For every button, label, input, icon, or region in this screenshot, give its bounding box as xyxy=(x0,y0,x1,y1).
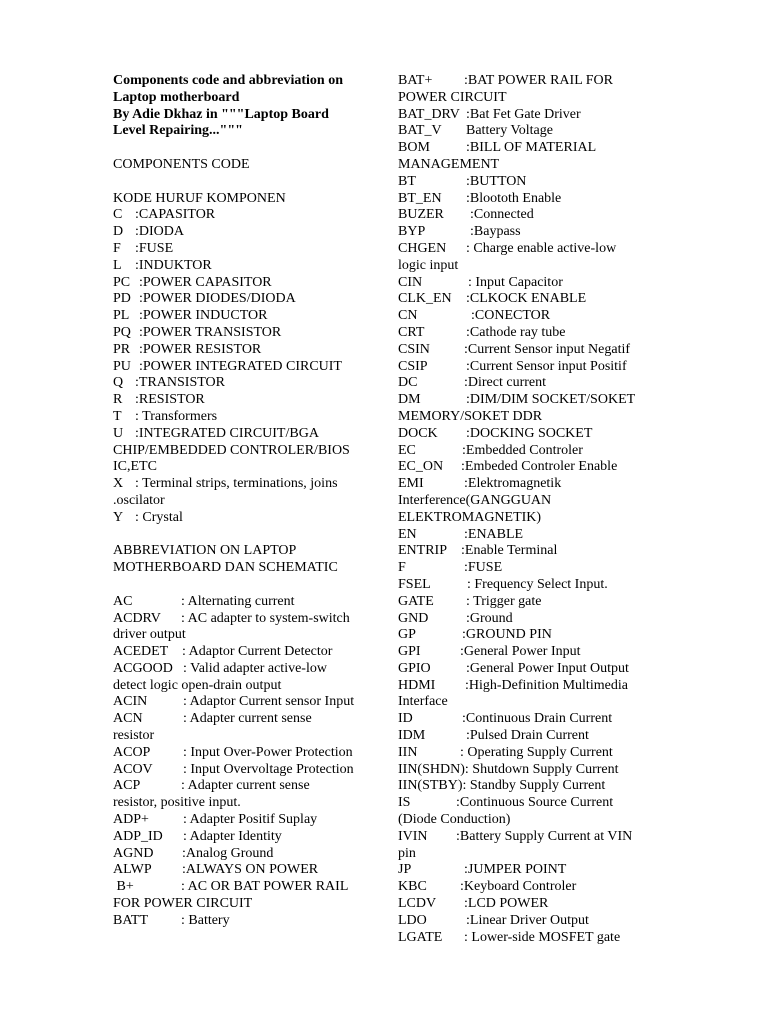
entry-line xyxy=(398,611,660,628)
entry-key: PQ xyxy=(113,324,131,340)
entry-key: IDM xyxy=(398,728,426,744)
entry-line xyxy=(398,443,660,460)
entry-key: BAT_V xyxy=(398,123,442,139)
right-column xyxy=(398,73,660,946)
entry-line xyxy=(398,577,660,594)
entry-line xyxy=(398,896,660,913)
entry-key: PC xyxy=(113,274,131,290)
entry-key: BOM xyxy=(398,140,430,156)
entry-line xyxy=(398,711,660,728)
entry-continuation xyxy=(398,409,660,426)
entry-value: :Bat Fet Gate Driver xyxy=(466,106,581,122)
entry-value: :Baypass xyxy=(470,224,521,240)
entry-value: :High-Definition Multimedia xyxy=(465,677,628,693)
entry-continuation xyxy=(113,678,375,695)
entry-key: DM xyxy=(398,392,421,408)
entry-value: : Charge enable active-low xyxy=(466,240,617,256)
entry-key: AC xyxy=(113,593,133,609)
entry-value: :DIODA xyxy=(135,224,184,240)
entry-key: ACGOOD xyxy=(113,660,173,676)
entry-value: :CAPASITOR xyxy=(135,207,216,223)
abbreviation-heading-line: MOTHERBOARD DAN SCHEMATIC xyxy=(113,560,338,576)
entry-line xyxy=(398,644,660,661)
entry-line xyxy=(113,207,375,224)
entry-line xyxy=(398,123,660,140)
entry-line xyxy=(113,812,375,829)
entry-key: F xyxy=(113,240,121,256)
entry-value: .oscilator xyxy=(113,492,165,508)
entry-value: :BILL OF MATERIAL xyxy=(466,140,597,156)
entry-line xyxy=(398,728,660,745)
entry-line xyxy=(398,745,660,762)
entry-value: :DIM/DIM SOCKET/SOKET xyxy=(466,392,636,408)
entry-value: :Linear Driver Output xyxy=(466,912,589,928)
spacer xyxy=(113,140,375,157)
abbreviation-heading xyxy=(113,543,375,577)
entry-value: : Adapter Positif Suplay xyxy=(183,812,318,828)
entry-key: JP xyxy=(398,862,412,878)
entry-value: : Input Over-Power Protection xyxy=(183,744,353,760)
entry-line xyxy=(113,711,375,728)
entry-line xyxy=(398,862,660,879)
entry-line xyxy=(113,275,375,292)
entry-key: Y xyxy=(113,509,124,525)
entry-line xyxy=(113,879,375,896)
entry-value: : Valid adapter active-low xyxy=(183,660,327,676)
entry-line xyxy=(398,107,660,124)
entry-line xyxy=(113,594,375,611)
entry-key: FSEL xyxy=(398,576,431,592)
entry-line xyxy=(398,879,660,896)
entry-continuation xyxy=(398,812,660,829)
entry-value: logic input xyxy=(398,257,459,273)
entry-value: :Continuous Drain Current xyxy=(462,711,613,727)
entry-key: GND xyxy=(398,610,429,626)
entry-key: D xyxy=(113,224,124,240)
entry-line xyxy=(398,275,660,292)
entry-value: :POWER RESISTOR xyxy=(139,341,262,357)
entry-value: detect logic open-drain output xyxy=(113,677,282,693)
entry-value: :FUSE xyxy=(464,560,503,576)
entry-key: R xyxy=(113,392,123,408)
entry-value: :FUSE xyxy=(135,240,174,256)
entry-line xyxy=(398,73,660,90)
entry-value: CHIP/EMBEDDED CONTROLER/BIOS xyxy=(113,442,350,458)
entry-key: Q xyxy=(113,375,124,391)
entry-line xyxy=(398,459,660,476)
entry-key: CLK_EN xyxy=(398,291,452,307)
entry-line xyxy=(113,426,375,443)
abbreviation-list-left xyxy=(113,594,375,930)
entry-line xyxy=(398,678,660,695)
entry-key: DOCK xyxy=(398,425,438,441)
entry-key: PL xyxy=(113,308,130,324)
entry-line xyxy=(113,846,375,863)
entry-line xyxy=(113,241,375,258)
entry-line xyxy=(398,543,660,560)
entry-key: ACIN xyxy=(113,694,148,710)
entry-value: :CONECTOR xyxy=(471,308,551,324)
entry-value: :Ground xyxy=(466,610,513,626)
entry-key: IIN(SHDN) xyxy=(398,761,465,777)
component-code-list xyxy=(113,207,375,526)
entry-key: CRT xyxy=(398,324,425,340)
entry-value: :POWER DIODES/DIODA xyxy=(139,291,296,307)
entry-key: GPI xyxy=(398,644,421,660)
entry-line xyxy=(398,627,660,644)
entry-line xyxy=(398,426,660,443)
entry-line xyxy=(398,325,660,342)
entry-value: : Adaptor Current sensor Input xyxy=(183,694,355,710)
entry-line xyxy=(398,241,660,258)
entry-value: : AC adapter to system-switch xyxy=(181,610,350,626)
entry-value: :Current Sensor input Positif xyxy=(466,358,627,374)
entry-key: PU xyxy=(113,358,131,374)
entry-line xyxy=(398,375,660,392)
entry-key: BYP xyxy=(398,224,426,240)
entry-key: BT xyxy=(398,173,416,189)
entry-value: :JUMPER POINT xyxy=(464,862,567,878)
entry-value: :Cathode ray tube xyxy=(466,324,566,340)
entry-value: :TRANSISTOR xyxy=(135,375,225,391)
entry-line xyxy=(398,191,660,208)
entry-key: GP xyxy=(398,627,416,643)
entry-continuation xyxy=(398,510,660,527)
entry-continuation xyxy=(113,493,375,510)
entry-line xyxy=(113,745,375,762)
entry-value: :POWER INTEGRATED CIRCUIT xyxy=(139,358,342,374)
entry-value: :DOCKING SOCKET xyxy=(466,425,593,441)
kode-heading: KODE HURUF KOMPONEN xyxy=(113,190,286,206)
entry-line xyxy=(113,392,375,409)
entry-line xyxy=(398,476,660,493)
entry-line xyxy=(113,476,375,493)
entry-value: :INTEGRATED CIRCUIT/BGA xyxy=(135,425,319,441)
entry-continuation xyxy=(113,896,375,913)
entry-key: LCDV xyxy=(398,896,437,912)
entry-value: : Adapter Identity xyxy=(183,828,282,844)
entry-value: POWER CIRCUIT xyxy=(398,89,507,105)
entry-line xyxy=(113,510,375,527)
entry-continuation xyxy=(113,459,375,476)
title-line: Laptop motherboard xyxy=(113,89,240,105)
entry-value: :BUTTON xyxy=(466,173,527,189)
entry-value: MANAGEMENT xyxy=(398,156,500,172)
entry-line xyxy=(113,694,375,711)
entry-key: L xyxy=(113,257,122,273)
entry-key: BAT_DRV xyxy=(398,106,460,122)
entry-line xyxy=(113,862,375,879)
entry-value: ELEKTROMAGNETIK) xyxy=(398,509,542,525)
entry-line xyxy=(398,594,660,611)
entry-line xyxy=(398,913,660,930)
entry-key: ACOP xyxy=(113,744,151,760)
entry-line xyxy=(113,308,375,325)
entry-line xyxy=(398,661,660,678)
entry-line xyxy=(113,762,375,779)
entry-value: :LCD POWER xyxy=(464,896,549,912)
entry-continuation xyxy=(398,157,660,174)
entry-continuation xyxy=(113,728,375,745)
entry-line xyxy=(398,359,660,376)
entry-key: HDMI xyxy=(398,677,436,693)
entry-value: : Adapter current sense xyxy=(181,778,310,794)
entry-line xyxy=(113,325,375,342)
entry-line xyxy=(113,224,375,241)
entry-key: CN xyxy=(398,308,418,324)
entry-line xyxy=(113,342,375,359)
entry-value: FOR POWER CIRCUIT xyxy=(113,896,253,912)
entry-line xyxy=(398,342,660,359)
entry-value: MEMORY/SOKET DDR xyxy=(398,408,543,424)
title-line: By Adie Dkhaz in """Laptop Board xyxy=(113,106,329,122)
entry-line xyxy=(398,392,660,409)
entry-key: PD xyxy=(113,291,131,307)
entry-key: LGATE xyxy=(398,929,443,945)
abbreviation-list-right xyxy=(398,73,660,946)
entry-line xyxy=(398,308,660,325)
entry-value: :Embeded Controler Enable xyxy=(461,459,618,475)
entry-value: :BAT POWER RAIL FOR xyxy=(464,73,613,88)
entry-value: (Diode Conduction) xyxy=(398,812,511,828)
document-title xyxy=(113,73,375,140)
entry-key: BUZER xyxy=(398,207,444,223)
entry-value: :General Power Input xyxy=(460,644,581,660)
entry-value: IC,ETC xyxy=(113,459,157,475)
entry-key: EC xyxy=(398,442,416,458)
entry-line xyxy=(398,174,660,191)
entry-key: T xyxy=(113,408,122,424)
entry-key: EN xyxy=(398,526,417,542)
entry-continuation xyxy=(398,90,660,107)
entry-value: : Lower-side MOSFET gate xyxy=(464,929,621,945)
left-column xyxy=(113,73,375,930)
entry-key: X xyxy=(113,476,124,492)
entry-line xyxy=(398,795,660,812)
entry-key: C xyxy=(113,207,123,223)
entry-value: :GROUND PIN xyxy=(462,627,552,643)
entry-key: BAT+ xyxy=(398,73,433,88)
entry-key: ALWP xyxy=(113,862,152,878)
entry-key: ADP_ID xyxy=(113,828,163,844)
entry-value: :General Power Input Output xyxy=(466,660,629,676)
entry-value: :Pulsed Drain Current xyxy=(466,728,589,744)
entry-value: :ALWAYS ON POWER xyxy=(182,862,319,878)
entry-key: ACP xyxy=(113,778,141,794)
entry-value: :RESISTOR xyxy=(135,392,205,408)
spacer xyxy=(113,577,375,594)
entry-key: ACDRV xyxy=(113,610,161,626)
entry-value: resistor xyxy=(113,728,155,744)
entry-key: ADP+ xyxy=(113,812,149,828)
entry-value: :Analog Ground xyxy=(182,845,274,861)
entry-value: : Crystal xyxy=(135,509,183,525)
entry-key: F xyxy=(398,560,406,576)
entry-value: :Battery Supply Current at VIN xyxy=(456,828,633,844)
entry-value: :Bloototh Enable xyxy=(466,190,562,206)
entry-value: :Continuous Source Current xyxy=(456,795,614,811)
entry-key: U xyxy=(113,425,124,441)
entry-key: IIN(STBY) xyxy=(398,778,463,794)
entry-line xyxy=(398,560,660,577)
entry-value: :Enable Terminal xyxy=(461,543,558,559)
entry-key: B+ xyxy=(113,879,134,895)
entry-value: : Alternating current xyxy=(181,593,295,609)
entry-line xyxy=(113,375,375,392)
entry-value: :Current Sensor input Negatif xyxy=(464,341,631,357)
entry-key: EMI xyxy=(398,476,424,492)
entry-value: : Standby Supply Current xyxy=(462,778,606,794)
entry-value: : Input Capacitor xyxy=(468,274,563,290)
entry-value: :POWER TRANSISTOR xyxy=(139,324,282,340)
spacer xyxy=(113,174,375,191)
entry-line xyxy=(113,258,375,275)
title-line: Level Repairing...""" xyxy=(113,123,243,139)
entry-key: GATE xyxy=(398,593,434,609)
entry-key: ACOV xyxy=(113,761,153,777)
entry-line xyxy=(113,829,375,846)
entry-value: :Connected xyxy=(470,207,534,223)
entry-key: ACEDET xyxy=(113,644,169,660)
entry-line xyxy=(113,644,375,661)
entry-value: :POWER INDUCTOR xyxy=(139,308,268,324)
entry-continuation xyxy=(398,694,660,711)
entry-value: : Terminal strips, terminations, joins xyxy=(135,476,338,492)
entry-line xyxy=(113,661,375,678)
entry-key: AGND xyxy=(113,845,154,861)
entry-continuation xyxy=(398,846,660,863)
title-line: Components code and abbreviation on xyxy=(113,73,344,88)
entry-line xyxy=(398,224,660,241)
entry-continuation xyxy=(113,795,375,812)
entry-line xyxy=(398,207,660,224)
entry-key: EC_ON xyxy=(398,459,444,475)
entry-key: ACN xyxy=(113,711,143,727)
entry-value: resistor, positive input. xyxy=(113,795,241,811)
entry-continuation xyxy=(398,493,660,510)
spacer xyxy=(113,527,375,544)
entry-line xyxy=(398,527,660,544)
entry-line xyxy=(113,778,375,795)
entry-value: :Direct current xyxy=(464,375,547,391)
entry-key: ENTRIP xyxy=(398,543,447,559)
entry-value: :Elektromagnetik xyxy=(464,476,562,492)
entry-value: driver output xyxy=(113,627,186,643)
entry-key: DC xyxy=(398,375,418,391)
entry-value: : Input Overvoltage Protection xyxy=(183,761,354,777)
entry-key: BT_EN xyxy=(398,190,442,206)
entry-key: GPIO xyxy=(398,660,431,676)
entry-key: KBC xyxy=(398,879,427,895)
entry-continuation xyxy=(113,627,375,644)
abbreviation-heading-line: ABBREVIATION ON LAPTOP xyxy=(113,543,297,559)
entry-value: : Frequency Select Input. xyxy=(467,576,608,592)
entry-line xyxy=(398,762,660,779)
entry-value: pin xyxy=(398,845,416,861)
entry-value: :Embedded Controler xyxy=(462,442,583,458)
entry-key: BATT xyxy=(113,912,148,928)
entry-value: : Adaptor Current Detector xyxy=(182,644,333,660)
entry-continuation xyxy=(113,443,375,460)
entry-line xyxy=(113,359,375,376)
entry-value: Battery Voltage xyxy=(466,123,553,139)
entry-value: : Adapter current sense xyxy=(183,711,312,727)
entry-value: : Battery xyxy=(181,912,230,928)
entry-key: CIN xyxy=(398,274,423,290)
entry-value: :INDUKTOR xyxy=(135,257,212,273)
entry-key: IS xyxy=(398,795,411,811)
entry-line xyxy=(398,140,660,157)
entry-value: Interface xyxy=(398,694,448,710)
entry-line xyxy=(113,409,375,426)
entry-line xyxy=(398,829,660,846)
entry-line xyxy=(113,913,375,930)
entry-value: : Transformers xyxy=(135,408,218,424)
entry-line xyxy=(398,291,660,308)
entry-key: LDO xyxy=(398,912,427,928)
entry-key: IIN xyxy=(398,744,418,760)
entry-key: PR xyxy=(113,341,131,357)
entry-value: :CLKOCK ENABLE xyxy=(466,291,587,307)
entry-line xyxy=(398,778,660,795)
components-heading: COMPONENTS CODE xyxy=(113,156,250,172)
entry-key: CSIP xyxy=(398,358,428,374)
entry-line xyxy=(398,930,660,947)
entry-value: Interference(GANGGUAN xyxy=(398,492,552,508)
entry-line xyxy=(113,611,375,628)
entry-value: : Trigger gate xyxy=(466,593,542,609)
entry-key: ID xyxy=(398,711,413,727)
entry-value: :ENABLE xyxy=(464,526,524,542)
entry-value: :Keyboard Controler xyxy=(460,879,577,895)
entry-value: : Operating Supply Current xyxy=(460,744,613,760)
entry-key: CSIN xyxy=(398,341,430,357)
entry-line xyxy=(113,291,375,308)
entry-value: : Shutdown Supply Current xyxy=(464,761,619,777)
entry-value: : AC OR BAT POWER RAIL xyxy=(181,879,349,895)
entry-value: :POWER CAPASITOR xyxy=(139,274,272,290)
entry-key: CHGEN xyxy=(398,240,447,256)
entry-continuation xyxy=(398,258,660,275)
entry-key: IVIN xyxy=(398,828,428,844)
